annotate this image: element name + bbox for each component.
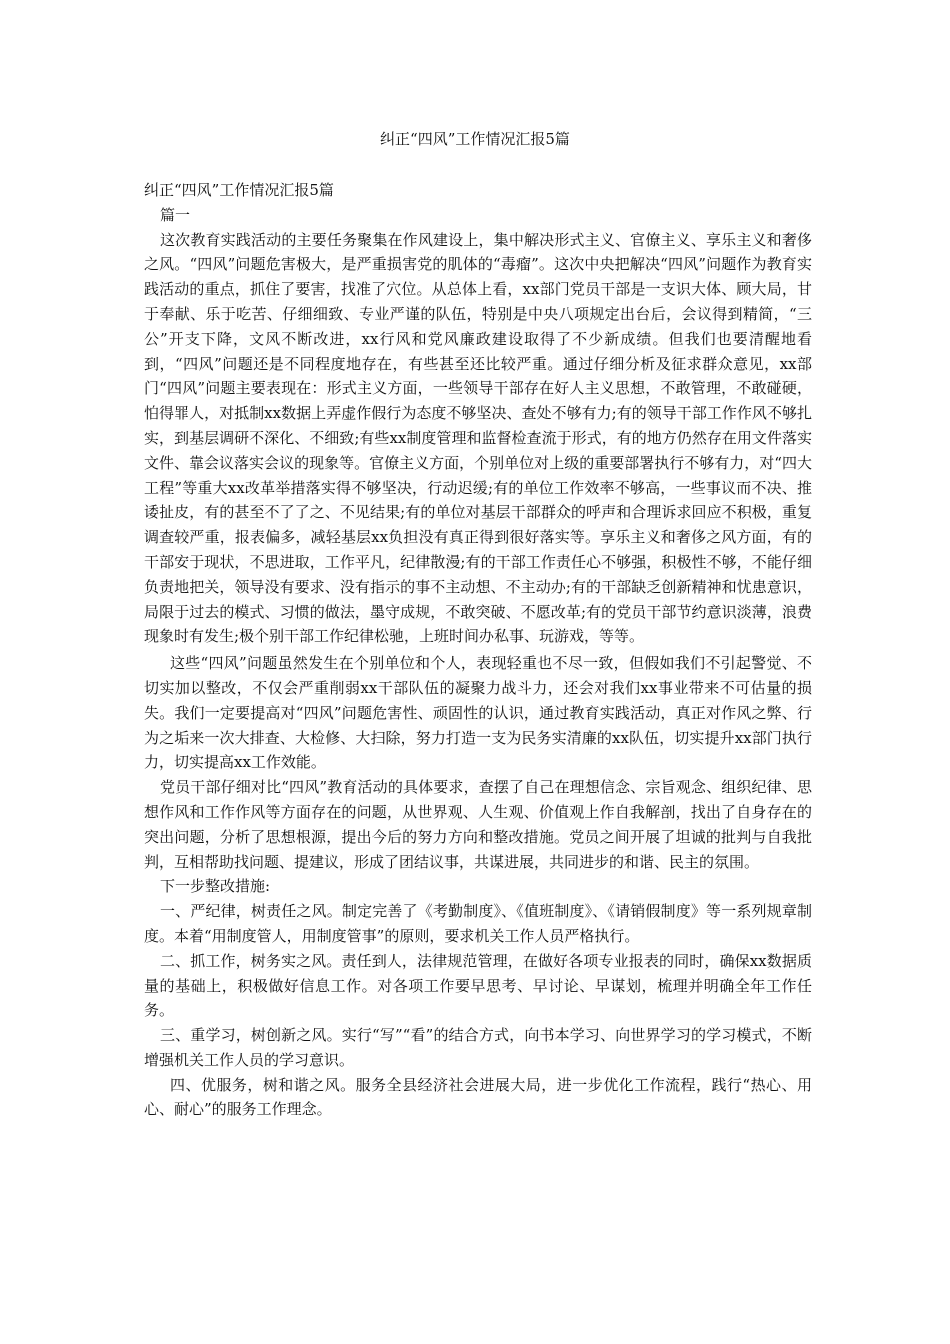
measure-item-4: 四、优服务，树和谐之风。服务全县经济社会进展大局，进一步优化工作流程，践行“热心、用心、耐心”的服务工作理念。 [144,1075,812,1119]
section-label: 篇一 [160,205,191,224]
document-body [144,178,812,1122]
measure-item-3: 三、重学习，树创新之风。实行“写”“看”的结合方式，向书本学习、向世界学习的学习模式，不断增强机关工作人员的学习意识。 [144,1026,812,1069]
paragraph-2: 这些“四风”问题虽然发生在个别单位和个人，表现轻重也不尽一致，但假如我们不引起警觉、不切实加以整改，不仅会严重削弱xx干部队伍的凝聚力战斗力，还会对我们xx事业带来不可估量的损失。我们一定要提高对“四风”问题危害性、顽固性的认识，通过教育实践活动，真正对作风之弊、行为之垢来一次大排查、大检修、大扫除，努力打造一支为民务实清廉的xx队伍，切实提升xx部门执行力，切实提高xx工作效能。 [144,654,812,772]
measure-item-2: 二、抓工作，树务实之风。责任到人，法律规范管理，在做好各项专业报表的同时，确保xx数据质量的基础上，积极做好信息工作。对各项工作要早思考、早讨论、早谋划，梳理并明确全年工作任务。 [144,951,812,1020]
document-title: 纠正“四风”工作情况汇报5篇 [380,130,570,148]
paragraph-4: 下一步整改措施: [160,877,271,896]
measure-item-1: 一、严纪律，树责任之风。制定完善了《考勤制度》、《值班制度》、《请销假制度》等一系列规章制度。本着“用制度管人，用制度管事”的原则，要求机关工作人员严格执行。 [144,902,812,945]
paragraph-1: 这次教育实践活动的主要任务聚集在作风建设上，集中解决形式主义、官僚主义、享乐主义和奢侈之风。“四风”问题危害极大，是严重损害党的肌体的“毒瘤”。这次中央把解决“四风”问题作为教育实践活动的重点，抓住了要害，找准了穴位。从总体上看，xx部门党员干部是一支识大体、顾大局，甘于奉献、乐于吃苦、仔细细致、专业严谨的队伍，特别是中央八项规定出台后，会议得到精简，“三公”开支下降，文风不断改进，xx行风和党风廉政建设取得了不少新成绩。但我们也要清醒地看到，“四风”问题还是不同程度地存在，有些甚至还比较严重。通过仔细分析及征求群众意见，xx部门“四风”问题主要表现在：形式主义方面，一些领导干部存在好人主义思想，不敢管理，不敢碰硬，怕得罪人，对抵制xx数据上弄虚作假行为态度不够坚决、查处不够有力;有的领导干部工作作风不够扎实，到基层调研不深化、不细致;有些xx制度管理和监督检查流于形式，有的地方仍然存在用文件落实文件、靠会议落实会议的现象等。官僚主义方面，个别单位对上级的重要部署执行不够有力，对“四大工程”等重大xx改革举措落实得不够坚决，行动迟缓;有的单位工作效率不够高，一些事议而不决、推诿扯皮，有的甚至不了了之、不见结果;有的单位对基层干部群众的呼声和合理诉求回应不积极，重复调查较严重，报表偏多，减轻基层xx负担没有真正得到很好落实等。享乐主义和奢侈之风方面，有的干部安于现状，不思进取，工作平凡，纪律散漫;有的干部工作责任心不够强，积极性不够，不能仔细负责地把关，领导没有要求、没有指示的事不主动想、不主动办;有的干部缺乏创新精神和忧患意识，局限于过去的模式、习惯的做法，墨守成规，不敢突破、不愿改革;有的党员干部节约意识淡薄，浪费现象时有发生;极个别干部工作纪律松驰，上班时间办私事、玩游戏，等等。 [144,230,812,646]
paragraph-3: 党员干部仔细对比“四风”教育活动的具体要求，查摆了自己在理想信念、宗旨观念、组织纪律、思想作风和工作作风等方面存在的问题，从世界观、人生观、价值观上作自我解剖，找出了自身存在的突出问题，分析了思想根源，提出今后的努力方向和整改措施。党员之间开展了坦诚的批判与自我批判，互相帮助找问题、提建议，形成了团结议事，共谋进展，共同进步的和谐、民主的氛围。 [144,778,812,871]
document-subtitle: 纠正“四风”工作情况汇报5篇 [144,181,334,199]
